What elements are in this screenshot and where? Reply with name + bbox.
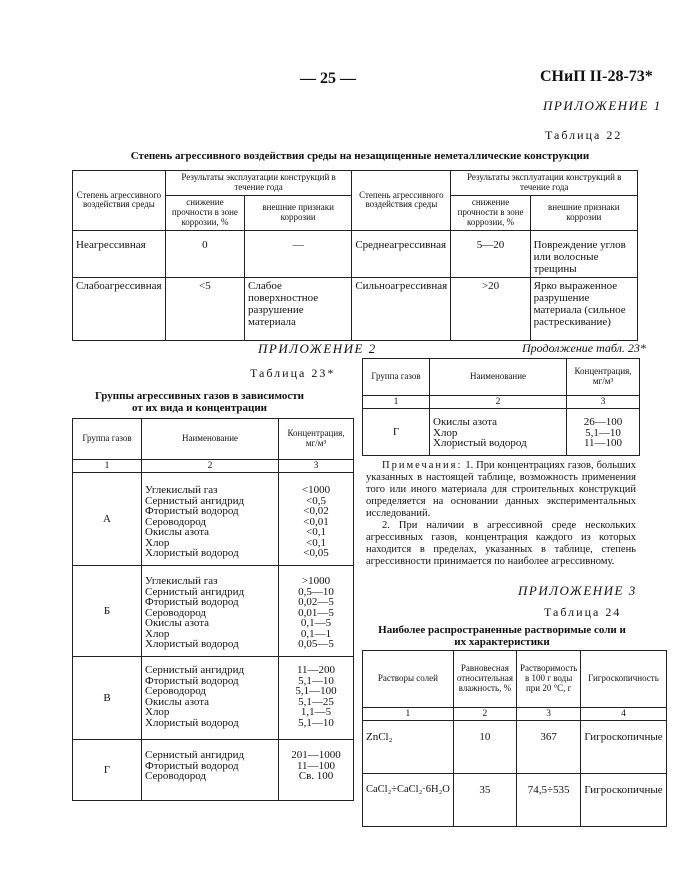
table-row [363,774,667,827]
page-number: — 25 — [300,70,356,87]
gas-values [279,740,354,801]
gas-values [279,566,354,657]
group-row-g [73,740,354,801]
gas-value: 5,1—10 [585,426,621,439]
gas-name: Сернистый ангидрид [145,749,245,762]
header-results: Результаты эксплуатации конструкций в течение года [165,171,352,196]
gas-value: 5,1—25 [298,695,334,708]
group-row-a [73,473,354,566]
gas-name: Сероводород [145,606,207,619]
group-label: Г [73,740,142,801]
gas-value: 201—1000 [291,749,341,762]
signs-cell-2: Повреждение углов или волосные трещины [530,230,637,277]
gas-name: Окислы азота [433,416,498,429]
table-24-label: Таблица 24 [544,605,622,619]
gas-names [142,566,279,657]
column-number: 3 [567,396,640,409]
gas-value: 26—100 [583,416,623,429]
salt-cell: CaCl₂÷CaCl₂·6H₂O [363,774,454,827]
gas-values [567,409,640,456]
gas-name: Хлористый водород [145,716,239,729]
group-row-b [73,566,354,657]
gas-name: Хлор [145,536,170,549]
table-24-title: Наиболее распространенные растворимые соли и их характеристики [378,624,626,648]
header-degree-2: Степень агрессивного воздействия среды [352,171,451,231]
gas-value: 0,01—5 [298,606,334,619]
gas-name: Окислы азота [145,526,210,539]
table-row [363,721,667,774]
header-concentration: Концентрация, мг/м³ [567,359,640,396]
gas-value: 11—100 [296,759,336,772]
notes [366,460,636,568]
gas-name: Хлор [433,426,458,439]
table-23-label: Таблица 23* [250,366,336,380]
header-signs: внешние признаки коррозии [245,195,352,230]
gas-name: Хлористый водород [145,547,239,560]
gas-name: Сернистый ангидрид [145,494,245,507]
gas-value: 11—200 [296,664,336,677]
gas-name: Окислы азота [145,617,210,630]
header-salts: Растворы солей [363,651,454,708]
gas-name: Хлор [145,706,170,719]
gas-value: <0,02 [303,505,329,518]
gas-value: >1000 [301,575,331,588]
gas-name: Сероводород [145,685,207,698]
note-1 [366,460,636,520]
gas-name: Сероводород [145,515,207,528]
gas-value: <0,1 [306,536,326,549]
header-solubility: Растворимость в 100 г воды при 20 °С, г [516,651,580,708]
column-number: 2 [453,708,516,721]
gas-value: <0,1 [306,526,326,539]
header-concentration: Концентрация, мг/м³ [279,419,354,460]
gas-value: 5,1—10 [298,716,334,729]
gas-names [142,473,279,566]
gas-name: Фтористый водород [145,759,239,772]
humidity-cell: 10 [453,721,516,774]
gas-name: Углекислый газ [145,484,218,497]
appendix-1-label: ПРИЛОЖЕНИЕ 1 [543,98,662,113]
table-23-title: Группы агрессивных газов в зависимости от их вида и концентрации [95,390,304,414]
gas-value: 0,1—5 [300,617,332,630]
header-signs-2: внешние признаки коррозии [530,195,637,230]
gas-name: Хлористый водород [145,638,239,651]
gas-value: 1,1—5 [300,706,332,719]
note-2: 2. При наличии в агрессивной среде нескольких агрессивных газов, концентрация каждого из которых находится в пределах, указанных в таблице, степень агрессивности принимается по наиболее агрессивному. [366,520,636,567]
column-number: 2 [142,460,279,473]
table-22 [72,170,638,341]
degree-cell: Слабоагрессивная [73,277,166,340]
header-name: Наименование [430,359,567,396]
gas-value: 5,1—10 [298,674,334,687]
gas-value: <1000 [301,484,331,497]
group-label: А [73,473,142,566]
hygroscopicity-cell: Гигроскопичные [581,774,666,827]
gas-name: Хлор [145,627,170,640]
humidity-cell: 35 [453,774,516,827]
gas-name: Сероводород [145,770,207,783]
salt-cell: ZnCl₂ [363,721,454,774]
document-code: СНиП II-28-73* [540,68,653,85]
column-number: 1 [363,396,430,409]
table-24 [362,650,667,827]
signs-cell: — [245,230,352,277]
gas-name: Хлористый водород [433,437,527,450]
gas-value: 0,02—5 [298,596,334,609]
gas-names [142,740,279,801]
appendix-2-label: ПРИЛОЖЕНИЕ 2 [258,341,377,356]
gas-value: 11—100 [583,437,623,450]
gas-value: 0,5—10 [298,585,334,598]
gas-value: <0,05 [303,547,329,560]
gas-name: Сернистый ангидрид [145,664,245,677]
header-strength: снижение прочности в зоне коррозии, % [165,195,244,230]
table-row [73,277,638,340]
column-number: 1 [363,708,454,721]
table-23-continuation [362,358,640,456]
gas-names [142,657,279,740]
gas-value: 0,05—5 [298,638,334,651]
header-group: Группа газов [363,359,430,396]
gas-name: Окислы азота [145,695,210,708]
header-humidity: Равновесная относительная влажность, % [453,651,516,708]
continuation-label: Продолжение табл. 23* [522,341,646,355]
column-number: 1 [73,460,142,473]
group-label: Б [73,566,142,657]
table-22-label: Таблица 22 [545,128,623,142]
gas-value: 0,1—1 [300,627,332,640]
gas-name: Фтористый водород [145,596,239,609]
column-number: 3 [516,708,580,721]
appendix-3-label: ПРИЛОЖЕНИЕ 3 [518,583,637,598]
note-1-text: 1. При концентрациях газов, больших указанных в настоящей таблице, возможность применения того или иного материала для строительных конструкций определяется на основании данных экспериментальных исследований. [366,460,637,519]
header-name: Наименование [142,419,279,460]
strength-cell: <5 [165,277,244,340]
group-row-g [363,409,640,456]
header-degree: Степень агрессивного воздействия среды [73,171,166,231]
table-22-title: Степень агрессивного воздействия среды на незащищенные неметаллические конструкции [130,150,590,162]
gas-name: Углекислый газ [145,575,218,588]
signs-cell: Слабое поверхностное разрушение материала [245,277,352,340]
gas-value: Св. 100 [298,770,334,783]
hygroscopicity-cell: Гигроскопичные [581,721,666,774]
column-number: 3 [279,460,354,473]
column-number: 4 [581,708,666,721]
signs-cell-2: Ярко выраженное разрушение материала (сильное растрескивание) [530,277,637,340]
degree-cell-2: Сильноагрессивная [352,277,451,340]
gas-values [279,473,354,566]
gas-name: Сернистый ангидрид [145,585,245,598]
table-row [73,230,638,277]
header-strength-2: снижение прочности в зоне коррозии, % [451,195,530,230]
gas-value: <0,01 [303,515,329,528]
group-label: Г [363,409,430,456]
degree-cell: Неагрессивная [73,230,166,277]
gas-name: Фтористый водород [145,674,239,687]
solubility-cell: 74,5÷535 [516,774,580,827]
strength-cell: 0 [165,230,244,277]
notes-label: Примечания: [382,460,463,471]
gas-name: Фтористый водород [145,505,239,518]
gas-value: <0,5 [306,494,326,507]
degree-cell-2: Среднеагрессивная [352,230,451,277]
gas-names [430,409,567,456]
table-23 [72,418,354,801]
group-label: В [73,657,142,740]
header-hygroscopicity: Гигроскопичность [581,651,666,708]
column-number: 2 [430,396,567,409]
header-results-2: Результаты эксплуатации конструкций в течение года [451,171,638,196]
solubility-cell: 367 [516,721,580,774]
group-row-v [73,657,354,740]
strength-cell-2: >20 [451,277,530,340]
gas-values [279,657,354,740]
strength-cell-2: 5—20 [451,230,530,277]
header-group: Группа газов [73,419,142,460]
gas-value: 5,1—100 [295,685,337,698]
